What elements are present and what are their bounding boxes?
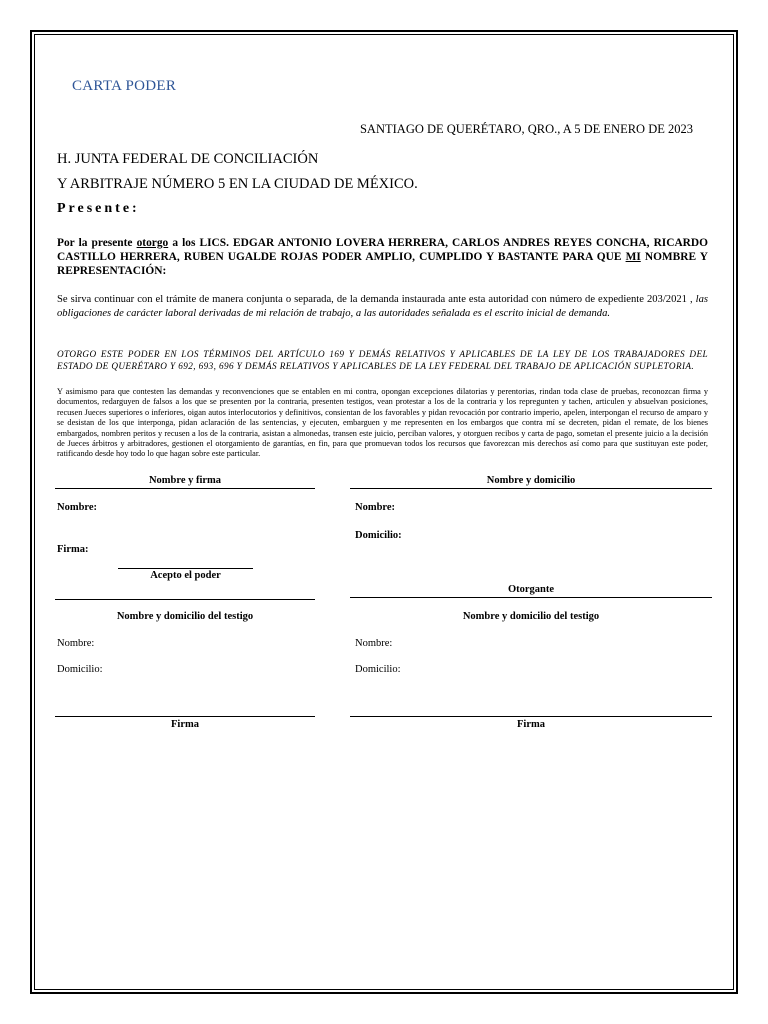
powers-paragraph: Y asimismo para que contesten las demandas y reconvenciones que se entablen en mi contra, opongan excepciones dilatorias y perentorias, rindan toda clase de pruebas, reconozcan firma y documentos, redarguyen de falsos a los que se presenten por la contraria, presenten testigos, vean protestar a los de la contraria y los repregunten y tachen, articulen y absuelvan posiciones, recusen Jueces superiores o inferiores, oigan autos interlocutorios y definitivos, consientan de los favorables y pidan revocación por contrario imperio, apelen, interpongan el recurso de amparo y se desistan de los que interponga, pidan aclaración de las sentencias, y ejecuten, embarguen y me representen en los embargos que contra mí se decreten, pidan el remate, de los bienes embargados, nombren peritos y recusen a los de la contraria, asistan a almonedas, transen este juicio, perciban valores, y otorguen recibos y carta de pago, sometan el presente juicio a la decisión de Jueces árbitros y arbitradores, gestionen el otorgamiento de garantías, en fin, para que promuevan todos los recursos que favorezcan mis derechos así como para que sustituyan este poder, ratificando desde hoy todo lo que hagan sobre este particular. [57,387,708,459]
left-nombre-label: Nombre: [57,502,98,513]
left-witness-caption: Firma [171,719,199,730]
right-signature-header-line [350,488,712,489]
right-domicilio-label: Domicilio: [355,530,402,541]
left-witness-header: Nombre y domicilio del testigo [116,611,254,622]
left-witness-domicilio-label: Domicilio: [57,664,103,675]
otorgo-word: otorgo [136,237,169,249]
continuation-paragraph: Se sirva continuar con el trámite de manera conjunta o separada, de la demanda instaurada ante esta autoridad con número de expediente 203/2021 , las obligaciones de carácter laboral derivadas de mi relación de trabajo, a las autoridades señalada es el escrito inicial de demanda. [57,294,708,319]
acepto-caption: Acepto el poder [150,570,221,581]
otorgante-line [350,597,712,598]
left-signature-header: Nombre y firma [148,475,222,486]
right-witness-header: Nombre y domicilio del testigo [462,611,600,622]
grant-paragraph: Por la presente otorgo a los LICS. EDGAR ANTONIO LOVERA HERRERA, CARLOS ANDRES REYES CONCHA, RICARDO CASTILLO HERRERA, RUBEN UGALDE ROJAS PODER AMPLIO, CUMPLIDO Y BASTANTE PARA QUE MI NOMBRE Y REPRESENTACIÓN: [57,237,708,277]
presente-label: Presente: [57,201,140,216]
left-witness-signature-line [55,716,315,717]
left-firma-label: Firma: [57,544,89,555]
date-line: SANTIAGO DE QUERÉTARO, QRO., A 5 DE ENERO DE 2023 [359,122,693,136]
left-witness-top-line [55,599,315,600]
document-title: CARTA PODER [72,78,177,94]
right-witness-domicilio-label: Domicilio: [355,664,401,675]
acepto-signature-line [118,568,253,569]
right-witness-caption: Firma [517,719,545,730]
left-witness-nombre-label: Nombre: [57,638,95,649]
legal-basis-paragraph: OTORGO ESTE PODER EN LOS TÉRMINOS DEL ARTÍCULO 169 Y DEMÁS RELATIVOS Y APLICABLES DE LA LEY DE LOS TRABAJADORES DEL ESTADO DE QUERÉTARO Y 692, 693, 696 Y DEMÁS RELATIVOS Y APLICABLES DE LA LEY FEDERAL DEL TRABAJO DE APLICACIÓN SUPLETORIA. [57,349,708,371]
right-witness-nombre-label: Nombre: [355,638,393,649]
addressee-line-1: H. JUNTA FEDERAL DE CONCILIACIÓN [57,151,319,167]
addressee-line-2: Y ARBITRAJE NÚMERO 5 EN LA CIUDAD DE MÉXICO. [57,176,418,192]
mi-word: MI [625,251,641,263]
right-witness-signature-line [350,716,712,717]
left-signature-header-line [55,488,315,489]
right-nombre-label: Nombre: [355,502,396,513]
right-signature-header: Nombre y domicilio [486,475,576,486]
otorgante-caption: Otorgante [507,584,555,595]
